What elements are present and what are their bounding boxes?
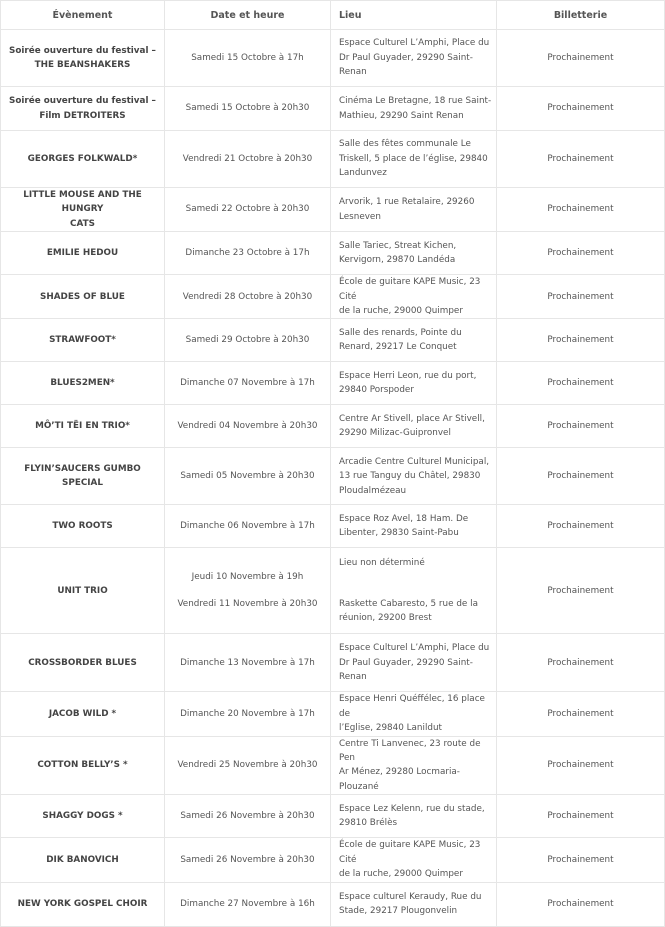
event-venue-line: Centre Ti Lanvenec, 23 route de Pen <box>339 738 481 764</box>
event-date-line: Dimanche 13 Novembre à 17h <box>180 657 315 668</box>
event-name-line: NEW YORK GOSPEL CHOIR <box>17 898 148 909</box>
table-row <box>1 131 665 188</box>
event-name-line: COTTON BELLY’S * <box>37 760 128 771</box>
event-venue <box>331 319 497 362</box>
header-event: Évènement <box>1 1 165 30</box>
event-venue-line: l’Eglise, 29840 Lanildut <box>339 723 443 734</box>
ticket-status: Prochainement <box>497 188 665 232</box>
ticket-status: Prochainement <box>497 232 665 275</box>
event-name <box>1 405 165 448</box>
event-date <box>165 131 331 188</box>
event-date <box>165 87 331 131</box>
event-venue-line: Plouzané <box>339 781 379 792</box>
event-date-line: Dimanche 23 Octobre à 17h <box>185 248 310 259</box>
event-name-line: GEORGES FOLKWALD* <box>27 153 138 164</box>
event-name-line: FLYIN’SAUCERS GUMBO SPECIAL <box>24 464 141 489</box>
event-date-line: Dimanche 06 Novembre à 17h <box>180 521 315 532</box>
event-name-line: THE BEANSHAKERS <box>34 60 131 70</box>
event-name-line: TWO ROOTS <box>52 521 113 532</box>
ticket-status: Prochainement <box>497 736 665 795</box>
event-venue-line: de la ruche, 29000 Quimper <box>339 869 463 880</box>
event-venue <box>331 882 497 926</box>
event-date <box>165 634 331 692</box>
event-date-line: Vendredi 21 Octobre à 20h30 <box>182 153 313 164</box>
event-venue <box>331 87 497 131</box>
event-venue <box>331 405 497 448</box>
event-venue-line: Dr Paul Guyader, 29290 Saint- <box>339 52 473 63</box>
event-venue-line: Mathieu, 29290 Saint Renan <box>339 110 464 121</box>
table-row <box>1 362 665 405</box>
table-row <box>1 30 665 87</box>
table-row <box>1 505 665 548</box>
event-venue-line: Espace Herri Leon, rue du port, <box>339 371 477 382</box>
event-venue-line: École de guitare KAPE Music, 23 Cité <box>339 840 481 865</box>
table-row <box>1 882 665 926</box>
event-date <box>165 505 331 548</box>
event-name-line: Soirée ouverture du festival – <box>9 45 156 56</box>
event-name-line: UNIT TRIO <box>57 585 108 596</box>
event-name <box>1 30 165 87</box>
table-row <box>1 319 665 362</box>
table-row <box>1 275 665 319</box>
event-venue-line: de la ruche, 29000 Quimper <box>339 306 463 317</box>
event-date <box>165 548 331 634</box>
event-name <box>1 634 165 692</box>
table-row <box>1 548 665 634</box>
event-venue-line: Arcadie Centre Culturel Municipal, <box>339 456 490 467</box>
table-row <box>1 692 665 736</box>
table-row <box>1 736 665 795</box>
ticket-status: Prochainement <box>497 692 665 736</box>
ticket-status: Prochainement <box>497 30 665 87</box>
event-venue <box>331 548 497 634</box>
event-venue-line: 29840 Porspoder <box>339 385 414 396</box>
event-venue-line: Salle Tariec, Streat Kichen, <box>339 240 457 251</box>
event-name-line: Film DETROITERS <box>39 110 126 121</box>
ticket-status: Prochainement <box>497 405 665 448</box>
event-venue <box>331 736 497 795</box>
event-date-line: Dimanche 20 Novembre à 17h <box>180 708 315 719</box>
ticket-status: Prochainement <box>497 838 665 882</box>
event-venue-line: Arvorik, 1 rue Retalaire, 29260 <box>339 197 475 208</box>
event-date-line: Vendredi 25 Novembre à 20h30 <box>177 760 318 771</box>
event-date <box>165 30 331 87</box>
ticket-status: Prochainement <box>497 548 665 634</box>
event-date <box>165 405 331 448</box>
event-date-line: Samedi 05 Novembre à 20h30 <box>180 471 315 482</box>
event-date-line: Samedi 15 Octobre à 17h <box>191 52 304 63</box>
event-name <box>1 275 165 319</box>
event-venue <box>331 692 497 736</box>
ticket-status: Prochainement <box>497 882 665 926</box>
table-header-row <box>1 1 665 30</box>
event-date-line: Samedi 29 Octobre à 20h30 <box>185 335 310 346</box>
event-venue <box>331 634 497 692</box>
table-row <box>1 634 665 692</box>
event-venue-line: Kervigorn, 29870 Landéda <box>339 255 456 266</box>
event-date <box>165 795 331 838</box>
event-venue-line: 29810 Brélès <box>339 818 398 829</box>
event-name-line: Soirée ouverture du festival – <box>9 96 156 107</box>
table-row <box>1 87 665 131</box>
event-venue-line: Ploudalmézeau <box>339 485 407 496</box>
event-venue <box>331 838 497 882</box>
event-date-line: Dimanche 27 Novembre à 16h <box>180 898 315 909</box>
event-name <box>1 131 165 188</box>
event-venue-line: Salle des fêtes communale Le <box>339 139 471 150</box>
event-name <box>1 795 165 838</box>
event-date <box>165 319 331 362</box>
table-row <box>1 448 665 505</box>
event-date <box>165 838 331 882</box>
table-row <box>1 188 665 232</box>
event-name <box>1 736 165 795</box>
event-venue-line: Espace Culturel L’Amphi, Place du <box>339 643 490 654</box>
event-name-line: MÔ’TI TËI EN TRIO* <box>35 421 130 432</box>
header-billetterie: Billetterie <box>497 1 665 30</box>
table-row <box>1 232 665 275</box>
event-venue-line: Renan <box>339 67 367 78</box>
ticket-status: Prochainement <box>497 87 665 131</box>
event-name-line: STRAWFOOT* <box>49 335 116 346</box>
event-name <box>1 882 165 926</box>
event-venue <box>331 448 497 505</box>
event-venue-line: Dr Paul Guyader, 29290 Saint- <box>339 657 473 668</box>
event-venue-line: Renard, 29217 Le Conquet <box>339 342 457 353</box>
event-venue <box>331 232 497 275</box>
ticket-status: Prochainement <box>497 795 665 838</box>
event-date-line: Samedi 15 Octobre à 20h30 <box>185 103 310 114</box>
event-date-line: Vendredi 04 Novembre à 20h30 <box>177 421 318 432</box>
event-name <box>1 448 165 505</box>
event-date <box>165 362 331 405</box>
event-name-line: JACOB WILD * <box>48 708 117 719</box>
event-venue-line: 29290 Milizac-Guipronvel <box>339 428 451 439</box>
event-name <box>1 232 165 275</box>
event-date-line: Vendredi 11 Novembre à 20h30 <box>177 599 318 610</box>
event-venue-line: Espace Culturel L’Amphi, Place du <box>339 38 490 49</box>
event-date-line <box>171 584 324 597</box>
event-date-line: Vendredi 28 Octobre à 20h30 <box>182 291 313 302</box>
table-body <box>1 30 665 927</box>
event-venue-line: réunion, 29200 Brest <box>339 613 432 624</box>
event-venue <box>331 275 497 319</box>
event-name-line: SHADES OF BLUE <box>40 291 125 302</box>
event-venue-line: Espace Roz Avel, 18 Ham. De <box>339 514 469 525</box>
event-venue-line <box>339 584 492 597</box>
event-name <box>1 87 165 131</box>
event-date-line: Samedi 22 Octobre à 20h30 <box>185 204 310 215</box>
ticket-status: Prochainement <box>497 275 665 319</box>
header-lieu: Lieu <box>331 1 497 30</box>
event-venue <box>331 188 497 232</box>
header-date: Date et heure <box>165 1 331 30</box>
table-row <box>1 405 665 448</box>
ticket-status: Prochainement <box>497 634 665 692</box>
event-date <box>165 882 331 926</box>
event-name-line: EMILIE HEDOU <box>46 248 119 259</box>
event-venue-line: Libenter, 29830 Saint-Pabu <box>339 528 459 539</box>
ticket-status: Prochainement <box>497 319 665 362</box>
event-date <box>165 448 331 505</box>
event-name <box>1 838 165 882</box>
event-venue-line: Triskell, 5 place de l’église, 29840 <box>339 153 488 164</box>
event-venue-line: Salle des renards, Pointe du <box>339 328 462 339</box>
event-venue-line: Centre Ar Stivell, place Ar Stivell, <box>339 414 485 425</box>
event-venue-line: Espace culturel Keraudy, Rue du <box>339 891 482 902</box>
event-venue-line <box>339 571 492 584</box>
event-date <box>165 736 331 795</box>
event-date <box>165 232 331 275</box>
table-row <box>1 795 665 838</box>
event-name <box>1 362 165 405</box>
event-venue-line: Espace Henri Quéffélec, 16 place de <box>339 694 485 719</box>
event-name-line: CROSSBORDER BLUES <box>28 657 137 668</box>
event-venue <box>331 131 497 188</box>
ticket-status: Prochainement <box>497 131 665 188</box>
event-venue-line: 13 rue Tanguy du Châtel, 29830 <box>339 471 481 482</box>
ticket-status: Prochainement <box>497 505 665 548</box>
event-date <box>165 188 331 232</box>
event-date-line: Samedi 26 Novembre à 20h30 <box>180 811 315 822</box>
event-date <box>165 692 331 736</box>
event-name <box>1 188 165 232</box>
event-date <box>165 275 331 319</box>
event-venue-line: Raskette Cabaresto, 5 rue de la <box>339 598 478 609</box>
event-venue-line: Espace Lez Kelenn, rue du stade, <box>339 803 485 814</box>
event-name <box>1 319 165 362</box>
event-name-line: DIK BANOVICH <box>46 854 119 865</box>
ticket-status: Prochainement <box>497 362 665 405</box>
event-name-line: SHAGGY DOGS * <box>42 811 123 822</box>
event-name-line: BLUES2MEN* <box>50 378 115 389</box>
event-venue-line: Landunvez <box>339 168 387 179</box>
event-name-line: LITTLE MOUSE AND THE HUNGRY <box>23 190 142 215</box>
event-name-line: CATS <box>70 218 95 229</box>
event-venue-line: Renan <box>339 672 367 683</box>
event-venue <box>331 362 497 405</box>
event-name <box>1 548 165 634</box>
event-venue-line: École de guitare KAPE Music, 23 Cité <box>339 277 481 302</box>
event-date-line: Samedi 26 Novembre à 20h30 <box>180 854 315 865</box>
ticket-status: Prochainement <box>497 448 665 505</box>
event-venue-line: Lieu non déterminé <box>339 558 425 569</box>
event-name <box>1 505 165 548</box>
event-date-line: Dimanche 07 Novembre à 17h <box>180 378 315 389</box>
event-date-line: Jeudi 10 Novembre à 19h <box>191 572 304 583</box>
table-row <box>1 838 665 882</box>
event-venue <box>331 795 497 838</box>
event-venue <box>331 30 497 87</box>
event-venue-line: Ar Ménez, 29280 Locmaria- <box>339 767 460 778</box>
event-venue-line: Lesneven <box>339 211 381 222</box>
event-name <box>1 692 165 736</box>
event-venue-line: Cinéma Le Bretagne, 18 rue Saint- <box>339 96 492 107</box>
event-venue-line: Stade, 29217 Plougonvelin <box>339 906 458 916</box>
event-venue <box>331 505 497 548</box>
